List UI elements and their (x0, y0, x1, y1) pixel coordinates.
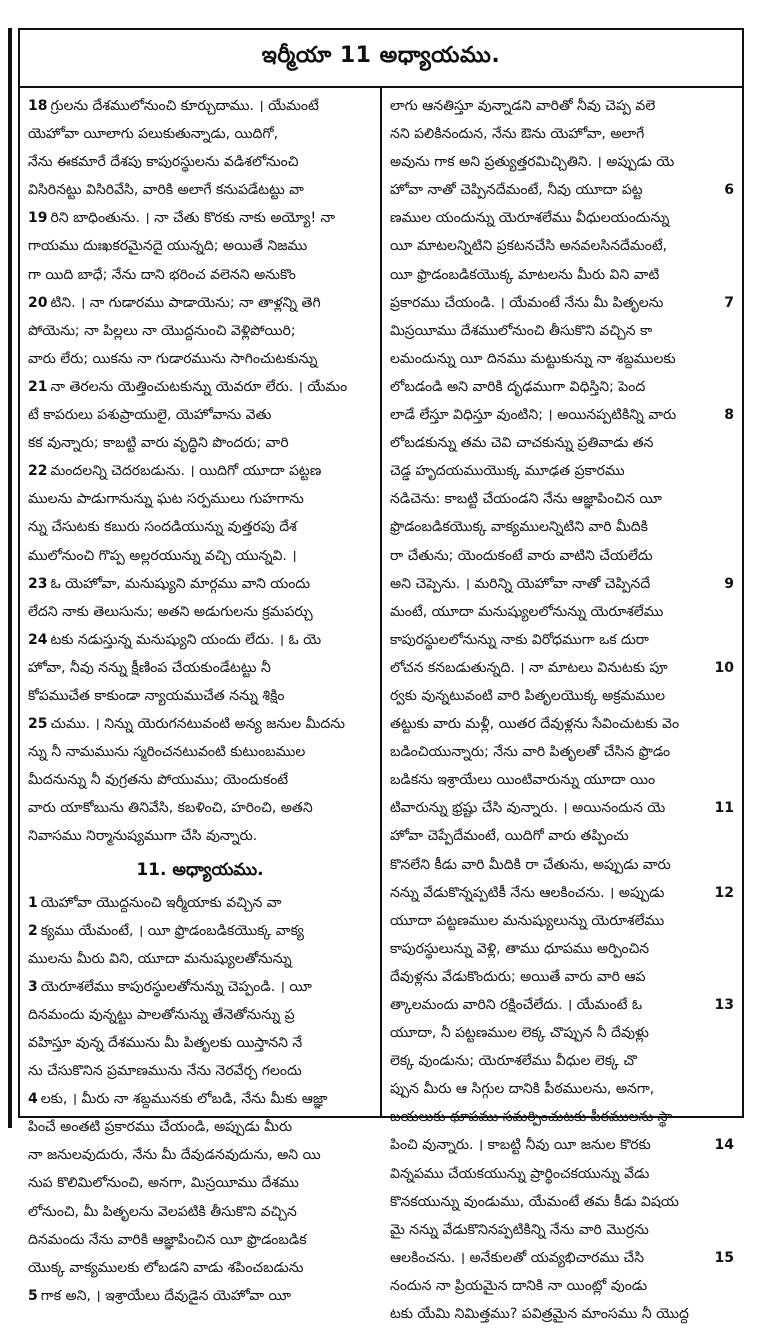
line-text: దినమందు వున్నట్టు పాలతోనున్ను తేనెతోనున్ను ప్ర (28, 1006, 295, 1023)
text-line (390, 710, 734, 738)
text-line (28, 1113, 372, 1141)
line-text: నా తెరలను యెత్తించుటకున్ను యెవరూ లేరు. । యేమం (50, 378, 348, 395)
text-line (390, 654, 734, 682)
text-line (390, 1131, 734, 1159)
line-text: యెహోవా యొద్దనుంచి ఇర్మీయాకు వచ్చిన వా (40, 894, 282, 911)
line-text: టివారున్ను భ్రష్టు చేసి వున్నారు. । అయినందున యె (390, 800, 666, 817)
text-line (390, 1272, 734, 1300)
line-text: న్ను నీ నామమును స్మరించనటువంటి కుటుంబముల (28, 744, 306, 761)
running-header (20, 30, 742, 88)
text-line (28, 542, 372, 570)
text-line (28, 429, 372, 457)
line-text: లకు, । మీరు నా శబ్దమునకు లోబడి, నేను మీకు ఆజ్ఞా (40, 1091, 328, 1108)
line-text: విన్నపము చేయకయున్ను ప్రార్థించకయున్ను వేడు (390, 1165, 650, 1182)
text-line (390, 373, 734, 401)
line-text: నుప కొలిమిలోనుంచి, అనగా, మిస్రయీము దేశము (28, 1175, 299, 1192)
line-text: బయలుకు ధూపము సమర్పించుటకు పీఠములను స్థా (390, 1109, 673, 1126)
text-line (390, 317, 734, 345)
text-line (28, 401, 372, 429)
line-text: గాయము దుఃఖకరమైనదై యున్నది; అయితే నిజము (28, 238, 308, 255)
verse-number: 18 (28, 98, 48, 114)
line-text: హోవా నాతో చెప్పినదేమంటే, నీవు యూదా పట్ట (390, 182, 643, 199)
line-text: రా చేతును; యెందుకంటే వారు వాటిని చేయలేదు (390, 547, 653, 564)
page-frame (18, 28, 744, 1323)
text-line (28, 513, 372, 541)
text-line (28, 1085, 372, 1113)
line-text: ర్వకు వున్నటువంటి వారి పితృలయొక్క అక్రమముల (390, 687, 666, 704)
text-line (390, 963, 734, 991)
line-text: అని చెప్పెను. । మరిన్ని యెహోవా నాతో చెప్పినదే (390, 575, 651, 592)
line-text: న్ను చేసుటకు కబురు సందడియున్ను వుత్తరపు దేశ (28, 519, 297, 536)
text-line (28, 1057, 372, 1085)
verse-number: 7 (722, 289, 734, 317)
line-text: హోవా, నీవు నన్ను క్షీణింప చేయకుండేటట్టు నీ (28, 659, 271, 676)
line-text: చెడ్డ హృదయముయొక్క మూఢత ప్రకారము (390, 463, 625, 480)
text-line (28, 92, 372, 120)
line-text: బడికను ఇశ్రాయేలు యింటివారున్ను యూదా యిం (390, 772, 656, 789)
text-line (28, 261, 372, 289)
page-title: ఇర్మీయా 11 అధ్యాయము. (261, 43, 501, 68)
line-text: లోబడకున్ను తమ చెవి చాచకున్ను ప్రతివాడు తన (390, 435, 654, 452)
verse-number: 11 (713, 794, 734, 822)
text-line (390, 1075, 734, 1103)
text-line (28, 317, 372, 345)
text-line (28, 1029, 372, 1057)
line-text: త్కాలమందు వారిని రక్షించేలేదు. । యేమంటే ఓ (390, 997, 643, 1013)
line-text: మంటే, యూదా మనుష్యులలోనున్ను యెరూశలేము (390, 603, 664, 620)
line-text: ఆలకించను. । అనేకులతో యవ్యభిచారము చేసి (390, 1249, 645, 1266)
line-text: కాపురస్థులున్ను వెళ్లి, తాము ధూపము అర్పించిన (390, 940, 650, 957)
line-text: నని పలికినందున, నేను ఔను యెహోవా, అలాగే (390, 126, 645, 143)
line-text: ప్రకారము చేయండి. । యేమంటే నేను మీ పితృలను (390, 294, 664, 311)
line-text: గాక అని, । ఇశ్రాయేలు దేవుడైన యెహోవా యీ (40, 1287, 291, 1304)
line-text: ఓ యెహోవా, మనుష్యుని మార్గము వాని యందు (50, 575, 311, 592)
verse-number: 22 (28, 463, 48, 480)
text-line (390, 598, 734, 626)
line-text: హోవా చెప్పేదేమంటే, యిదిగో వారు తప్పించు (390, 828, 629, 845)
verse-number: 12 (713, 879, 734, 907)
verse-number: 10 (713, 654, 734, 682)
text-line (28, 598, 372, 626)
text-line (390, 766, 734, 794)
verse-number: 14 (713, 1131, 734, 1159)
verse-number: 8 (722, 401, 734, 429)
line-text: రిని బాధింతును. । నా చేతు కొరకు నాకు అయ్యో! నా (50, 210, 336, 227)
line-text: విసిరినట్టు విసిరివేసి, వారికి అలాగే కనుపడేటట్టు వా (28, 182, 304, 199)
text-line (390, 682, 734, 710)
right-column (382, 88, 742, 1323)
line-text: దేవుళ్లను వేడుకొందురు; అయితే వారు వారి ఆప (390, 968, 646, 985)
line-text: లమందున్ను యీ దినము మట్టుకున్ను నా శబ్దములకు (390, 350, 676, 367)
line-text: యీ మాటలన్నిటిని ప్రకటనచేసి అనవలసినదేమంటే, (390, 238, 668, 255)
line-text: లేదని నాకు తెలుసును; అతని అడుగులను క్రమపర్చు (28, 603, 313, 620)
line-text: బడించియున్నారు; నేను వారి పితృలతో చేసిన ఫ్రొడం (390, 744, 671, 761)
verse-number: 6 (722, 176, 734, 204)
line-text: చుము. । నిన్ను యెరుగనటువంటి అన్య జనుల మీదను (50, 716, 345, 733)
line-text: మై నన్ను వేడుకొనినప్పటికిన్ని నేను వారి మొర్రను (390, 1221, 649, 1238)
line-text: కాపురస్థులలోనున్ను నాకు విరోధముగా ఒక దురా (390, 631, 649, 648)
verse-number: 1 (28, 894, 38, 911)
verse-number: 3 (28, 978, 38, 995)
text-line (28, 917, 372, 945)
line-text: ప్పున మీరు ఆ సిగ్గుల దానికి పీఠములను, అనగా, (390, 1081, 655, 1098)
line-text: యొక్క వాక్యములకు లోబడని వాడు శపించబడును (28, 1259, 304, 1276)
line-text: ములోనుంచి గొప్ప అల్లరయున్ను వచ్చి యున్నవి. । (28, 547, 297, 564)
text-line (28, 457, 372, 485)
text-line (390, 457, 734, 485)
text-line (390, 232, 734, 260)
text-columns (20, 88, 742, 1323)
text-line (28, 485, 372, 513)
left-column (20, 88, 382, 1304)
text-line (28, 204, 372, 232)
line-text: పించి వున్నారు. । కాబట్టి నీవు యీ జనుల కొరకు (390, 1137, 651, 1154)
line-text: లెక్క వుండును; యెరూశలేము వీధుల లెక్క చొ (390, 1053, 637, 1070)
line-text: నందున నా ప్రియమైన దానికి నా యింట్లో వుండు (390, 1277, 648, 1294)
verse-number: 24 (28, 631, 48, 648)
line-text: ణముల యందున్ను యెరూశలేము వీధులయందున్ను (390, 210, 670, 227)
line-text: టే కాపరులు పశుప్రాయులై, యెహోవాను వెతు (28, 407, 272, 424)
text-line (390, 1019, 734, 1047)
verse-number: 4 (28, 1091, 38, 1108)
line-text: ములను మీరు విని, యూదా మనుష్యులతోనున్ను (28, 950, 292, 967)
verse-number: 15 (713, 1244, 734, 1272)
line-text: యూదా, నీ పట్టణముల లెక్క చొప్పున నీ దేవుళ్లు (390, 1025, 649, 1042)
text-line (390, 1188, 734, 1216)
text-line (390, 1103, 734, 1131)
verse-number: 23 (28, 575, 48, 592)
left-column-block-a (28, 92, 372, 851)
verse-number: 25 (28, 716, 48, 733)
line-text: నేను ఈకమారే దేశపు కాపురస్థులను వడిశలోనుంచి (28, 154, 299, 171)
line-text: గ్రులను దేశములోనుంచి కూర్చుదాము. । యేమంటే (50, 98, 319, 114)
text-line (28, 822, 372, 850)
text-line (390, 176, 734, 204)
text-line (28, 570, 372, 598)
line-text: గా యిది బాధే; నేను దాని భరించ వలెనని అనుకొం (28, 266, 296, 283)
text-line (390, 92, 734, 120)
text-line (28, 1198, 372, 1226)
text-line (28, 654, 372, 682)
text-line (390, 1300, 734, 1328)
line-text: టకు నడుస్తున్న మనుష్యుని యందు లేదు. । ఓ యె (50, 631, 322, 648)
text-line (390, 851, 734, 879)
text-line (28, 738, 372, 766)
line-text: లాగు ఆనతిస్తూ వున్నాడని వారితో నీవు చెప్ప వలె (390, 98, 656, 114)
text-line (28, 373, 372, 401)
line-text: కొనకయున్ను వుండుము, యేమంటే తమ కీడు విషయ (390, 1193, 679, 1210)
line-text: పించే అంతటి ప్రకారము చేయండి, అప్పుడు మీరు (28, 1119, 293, 1136)
line-text: టకు యేమి నిమిత్తము? పవిత్రమైన మాంసము నీ యొద్ద (390, 1306, 689, 1323)
text-line (390, 570, 734, 598)
line-text: నివాసము నిర్మానుష్యముగా చేసి వున్నారు. (28, 828, 258, 845)
line-text: వహిస్తూ వున్న దేశమును మీ పితృలకు యిస్తానని నే (28, 1035, 303, 1051)
line-text: నా జనులవుదురు, నేను మీ దేవుడనవుదును, అని యి (28, 1147, 321, 1164)
verse-number: 21 (28, 378, 48, 395)
text-line (390, 401, 734, 429)
line-text: కొనలేని కీడు వారి మీదికి రా చేతును, అప్పుడు వారు (390, 856, 671, 873)
line-text: కక వున్నారు; కాబట్టి వారు వృద్ధిని పొందరు; వారి (28, 435, 289, 452)
line-text: లోచన కనబడుతున్నది. । నా మాటలు వినుటకు పూ (390, 659, 668, 676)
verse-number: 2 (28, 922, 38, 939)
line-text: ఫ్రొడంబడికయొక్క వాక్యములన్నిటిని వారి మీదికి (390, 519, 648, 536)
line-text: లోనుంచి, మీ పితృలను వెలపటికి తీసుకొని వచ్చిన (28, 1203, 297, 1220)
line-text: నన్ను వేడుకొన్నప్పటికీ నేను ఆలకించను. । అప్పుడు (390, 884, 665, 901)
text-line (28, 1282, 372, 1310)
text-line (28, 1169, 372, 1197)
text-line (390, 148, 734, 176)
text-line (28, 1001, 372, 1029)
line-text: మిస్రయీము దేశములోనుంచి తీసుకొని వచ్చిన కా (390, 322, 653, 339)
text-line (390, 1047, 734, 1075)
text-line (28, 766, 372, 794)
line-text: దినమందు నేను వారికి ఆజ్ఞాపించిన యీ ఫ్రొడంబడిక (28, 1231, 307, 1248)
text-line (390, 626, 734, 654)
line-text: లాడే లేస్తూ విధిస్తూ వుంటిని; । అయినప్పటికిన్ని వారు (390, 407, 677, 424)
text-line (390, 991, 734, 1019)
verse-number: 13 (713, 991, 734, 1019)
verse-number: 20 (28, 294, 48, 311)
verse-number: 19 (28, 210, 48, 227)
line-text: వారు యాకోబును తినివేసి, కబళించి, హరించి, అతని (28, 800, 313, 817)
line-text: ను చేసుకొనిన ప్రమాణమును నేను నెరవేర్చ గలందు (28, 1063, 302, 1080)
page (10, 28, 752, 1323)
text-line (390, 429, 734, 457)
text-line (28, 1141, 372, 1169)
text-line (390, 204, 734, 232)
margin-rule (8, 28, 12, 1128)
verse-number: 5 (28, 1287, 38, 1304)
line-text: యెహోవా యీలాగు పలుకుతున్నాడు, యిదిగో, (28, 126, 279, 143)
text-line (390, 1160, 734, 1188)
text-line (28, 120, 372, 148)
text-line (390, 513, 734, 541)
text-line (390, 879, 734, 907)
line-text: లోబడండి అని వారికి దృఢముగా విధిస్తిని; పెంద (390, 378, 646, 395)
line-text: అవును గాక అని ప్రత్యుత్తరమిచ్చితిని. । అప్పుడు యె (390, 154, 675, 171)
text-line (390, 738, 734, 766)
line-text: వారు లేరు; యికను నా గుడారమును సాగించుటకున్ను (28, 350, 318, 367)
text-line (28, 626, 372, 654)
text-line (390, 822, 734, 850)
text-line (390, 120, 734, 148)
line-text: క్యము యేమంటే, । యీ ఫ్రొడంబడికయొక్క వాక్య (40, 922, 304, 939)
text-line (28, 973, 372, 1001)
left-column-block-b (28, 889, 372, 1310)
text-line (390, 907, 734, 935)
text-line (28, 345, 372, 373)
line-text: ములను పాడుగానున్ను ఘట సర్పములు గుహగాను (28, 491, 304, 508)
text-line (28, 794, 372, 822)
line-text: టిని. । నా గుడారము పాడాయెను; నా తాళ్లన్ని తెగి (50, 294, 321, 311)
text-line (28, 710, 372, 738)
text-line (28, 232, 372, 260)
line-text: తట్టుకు వారు మళ్లీ, యితర దేవుళ్లను సేవించుటకు వెం (390, 716, 680, 733)
text-line (390, 1216, 734, 1244)
text-line (28, 148, 372, 176)
text-line (390, 935, 734, 963)
line-text: యీ ఫ్రొడంబడికయొక్క మాటలను మీరు విని వాటి (390, 266, 660, 283)
text-line (28, 945, 372, 973)
text-line (390, 261, 734, 289)
text-line (28, 176, 372, 204)
line-text: కోపముచేత కాకుండా న్యాయముచేత నన్ను శిక్షిం (28, 687, 285, 704)
verse-number: 9 (722, 570, 734, 598)
text-line (28, 1226, 372, 1254)
text-line (28, 682, 372, 710)
text-line (390, 1244, 734, 1272)
line-text: పోయెను; నా పిల్లలు నా యొద్దనుంచి వెళ్లిపోయిరి; (28, 322, 296, 339)
text-line (28, 1254, 372, 1282)
text-line (390, 794, 734, 822)
text-line (390, 289, 734, 317)
line-text: మందలన్ని చెదరబడును. । యిదిగో యూదా పట్టణ (50, 463, 322, 480)
text-line (28, 889, 372, 917)
chapter-heading: 11. అధ్యాయము. (136, 859, 264, 880)
line-text: యూదా పట్టణముల మనుష్యులున్ను యెరూశలేము (390, 912, 665, 929)
text-line (390, 345, 734, 373)
line-text: మీదనున్ను నీ వుగ్రతను పోయుము; యెందుకంటే (28, 772, 289, 789)
text-line (28, 289, 372, 317)
line-text: యెరూశలేము కాపురస్థులతోనున్ను చెప్పండి. । యీ (40, 978, 312, 995)
text-line (390, 542, 734, 570)
line-text: నడిచెను: కాబట్టి చేయండని నేను ఆజ్ఞాపించిన యీ (390, 491, 662, 508)
text-line (390, 485, 734, 513)
